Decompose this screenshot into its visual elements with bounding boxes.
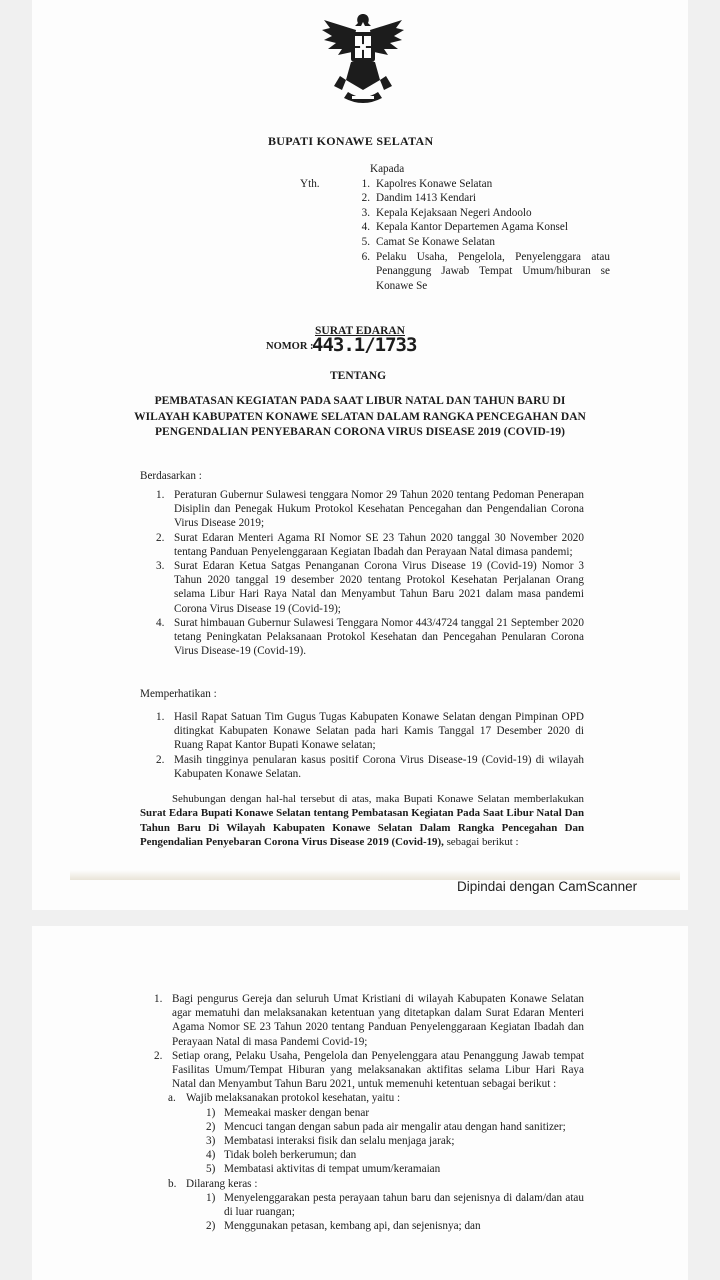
subsub-item: [206, 1191, 584, 1219]
subsub-text: Mencuci tangan dengan sabun pada air mengalir atau dengan hand sanitizer;: [224, 1120, 566, 1133]
nomor-handwritten-value: 443.1/1733: [312, 334, 417, 356]
item-number: 2.: [156, 531, 165, 544]
subsub-number: 2): [206, 1220, 216, 1233]
subsub-number: 5): [206, 1163, 216, 1176]
closing-text: Sehubungan dengan hal-hal tersebut di atas, maka Bupati Konawe Selatan memberlakukan: [172, 793, 584, 805]
sub-item: [168, 1177, 584, 1191]
recipient-item: [300, 250, 610, 294]
subsub-number: 1): [206, 1106, 216, 1119]
garuda-emblem-icon: [318, 10, 408, 112]
sub-text: Dilarang keras :: [186, 1177, 258, 1190]
letter-subject-title: PEMBATASAN KEGIATAN PADA SAAT LIBUR NATAL DAN TAHUN BARU DI WILAYAH KABUPATEN KONAWE SELATAN DALAM RANGKA PENCEGAHAN DAN PENGENDALIAN PENYEBARAN CORONA VIRUS DISEASE 2019 (COVID-19): [134, 395, 586, 438]
item-text: Bagi pengurus Gereja dan seluruh Umat Kristiani di wilayah Kabupaten Konawe Selatan agar mematuhi dan melaksanakan ketentuan yang ditetapkan dalam Surat Edaran Menteri Agama Nomor SE 23 Tahun 2020 tentang Panduan Penyelenggaraan Kegiatan Ibadah dan Perayaan Natal di masa Pandemi Covid-19;: [172, 993, 584, 1048]
subsub-text: Tidak boleh berkerumun; dan: [224, 1149, 357, 1162]
sub-item: [168, 1091, 584, 1105]
berdasarkan-list: [156, 488, 584, 658]
closing-bold-text: Surat Edara Bupati Konawe Selatan tentang Pembatasan Kegiatan Pada Saat Libur Natal Dan Tahun Baru Di Wilayah Kabupaten Konawe Selatan Dalam Rangka Pencegahan Dan Pengendalian Penyebaran Corona Virus Disease 2019 (Covid-19),: [140, 807, 584, 849]
list-item: [156, 710, 584, 753]
item-text: Surat Edaran Menteri Agama RI Nomor SE 23 Tahun 2020 tanggal 30 November 2020 tentang Panduan Penyelenggaraan Kegiatan Ibadah dan Perayaan Natal dimasa pandemi;: [174, 531, 584, 558]
subsub-item: [206, 1162, 584, 1176]
recipient-number: 1.: [361, 177, 370, 190]
subsub-item: [206, 1134, 584, 1148]
item-number: 1.: [156, 489, 165, 501]
recipient-text: Pelaku Usaha, Pengelola, Penyelenggara atau Penanggung Jawab Tempat Umum/hiburan se Konawe Se: [376, 250, 610, 292]
item-text: Hasil Rapat Satuan Tim Gugus Tugas Kabupaten Konawe Selatan dengan Pimpinan OPD ditingkat Kabupaten Konawe Selatan pada hari Kamis Tanggal 17 Desember 2020 di Ruang Rapat Kantor Bupati Konawe selatan;: [174, 711, 584, 752]
recipient-number: 3.: [361, 206, 370, 219]
item-number: 2.: [154, 1049, 163, 1062]
recipient-item: [300, 235, 610, 250]
subsub-text: Menggunakan petasan, kembang api, dan sejenisnya; dan: [224, 1220, 481, 1233]
recipient-text: Camat Se Konawe Selatan: [376, 235, 495, 248]
subsub-text: Menyelenggarakan pesta perayaan tahun baru dan sejenisnya di dalam/dan atau di luar ruangan;: [224, 1191, 584, 1219]
subsub-text: Memeakai masker dengan benar: [224, 1106, 370, 1119]
item-text: Masih tingginya penularan kasus positif Corona Virus Disease-19 (Covid-19) di wilayah Kabupaten Konawe Selatan.: [174, 753, 584, 780]
subsub-item: [206, 1106, 584, 1120]
letter-type: SURAT EDARAN: [315, 325, 405, 337]
recipient-item: [300, 206, 610, 221]
sub-number: a.: [168, 1092, 176, 1105]
subsub-number: 3): [206, 1135, 216, 1148]
berdasarkan-label: Berdasarkan :: [140, 470, 202, 482]
recipient-text: Kapolres Konawe Selatan: [376, 177, 493, 190]
recipient-text: Kepala Kejaksaan Negeri Andoolo: [376, 206, 532, 219]
memperhatikan-list: [156, 710, 584, 781]
list-item: [156, 616, 584, 659]
subsub-item: [206, 1148, 584, 1162]
yth-label: Yth.: [300, 177, 320, 190]
item-number: 1.: [154, 993, 163, 1005]
item-number: 4.: [156, 616, 165, 629]
item-text: Surat Edaran Ketua Satgas Penanganan Corona Virus Disease 19 (Covid-19) Nomor 3 Tahun 2020 tanggal 19 desember 2020 tentang Protokol Kesehatan Perjalanan Orang selama Libur Hari Raya Natal dan Menyambut Tahun Baru 2021 dalam masa pandemi Corona Virus Disease 19 (Covid-19);: [174, 560, 584, 615]
closing-paragraph: [140, 792, 584, 850]
sub-text: Wajib melaksanakan protokol kesehatan, yaitu :: [186, 1092, 401, 1105]
item-text: Setiap orang, Pelaku Usaha, Pengelola dan Penyelenggara atau Penanggung Jawab tempat Fasilitas Umum/Tempat Hiburan yang melaksanakan aktifitas selama Libur Hari Raya Natal dan Menyambut Tahun Baru 2021, untuk memenuhi ketentuan sebagai berikut :: [172, 1049, 584, 1091]
list-item: [156, 753, 584, 781]
recipient-text: Kepala Kantor Departemen Agama Konsel: [376, 221, 568, 234]
recipient-item: [300, 191, 610, 206]
camscanner-watermark: Dipindai dengan CamScanner: [457, 879, 638, 894]
list-item: [154, 992, 584, 1049]
recipient-text: Dandim 1413 Kendari: [376, 192, 477, 205]
memperhatikan-label: Memperhatikan :: [140, 688, 217, 700]
subsub-number: 2): [206, 1120, 216, 1133]
closing-text-end: sebagai berikut :: [443, 836, 519, 849]
list-item: [154, 1049, 584, 1092]
recipient-item: [300, 177, 610, 192]
recipient-number: 2.: [361, 192, 370, 205]
item-text: Surat himbauan Gubernur Sulawesi Tenggara Nomor 443/4724 tanggal 21 September 2020 tetang Peningkatan Pelaksanaan Protokol Kesehatan dan Pencegahan Penularan Corona Virus Disease-19 (Covid-19).: [174, 616, 584, 658]
recipient-address-block: [300, 162, 610, 293]
kepada-label: Kapada: [370, 163, 405, 175]
subsub-number: 4): [206, 1149, 216, 1162]
item-number: 3.: [156, 560, 165, 573]
nomor-label: NOMOR :: [266, 341, 314, 352]
list-item: [156, 488, 584, 531]
subsub-text: Membatasi aktivitas di tempat umum/keramaian: [224, 1163, 441, 1176]
recipient-number: 5.: [361, 235, 370, 248]
item-number: 1.: [156, 711, 165, 723]
subsub-text: Membatasi interaksi fisik dan selalu menjaga jarak;: [224, 1135, 455, 1148]
recipient-item: [300, 220, 610, 235]
tentang-label: TENTANG: [330, 370, 387, 382]
list-item: [156, 531, 584, 559]
subsub-number: 1): [206, 1191, 216, 1204]
subsub-item: [206, 1120, 584, 1134]
recipient-number: 4.: [361, 221, 370, 234]
item-number: 2.: [156, 753, 165, 766]
regent-title: BUPATI KONAWE SELATAN: [268, 134, 434, 148]
subsub-item: [206, 1219, 584, 1233]
list-item: [156, 559, 584, 616]
sub-number: b.: [168, 1177, 177, 1190]
recipient-number: 6.: [361, 250, 370, 263]
item-text: Peraturan Gubernur Sulawesi tenggara Nomor 29 Tahun 2020 tentang Pedoman Penerapan Disiplin dan Penegak Hukum Protokol Kesehatan Pencegahan dan Pengendalian Corona Virus Disease 2019;: [174, 489, 584, 530]
page2-content: [154, 992, 584, 1233]
